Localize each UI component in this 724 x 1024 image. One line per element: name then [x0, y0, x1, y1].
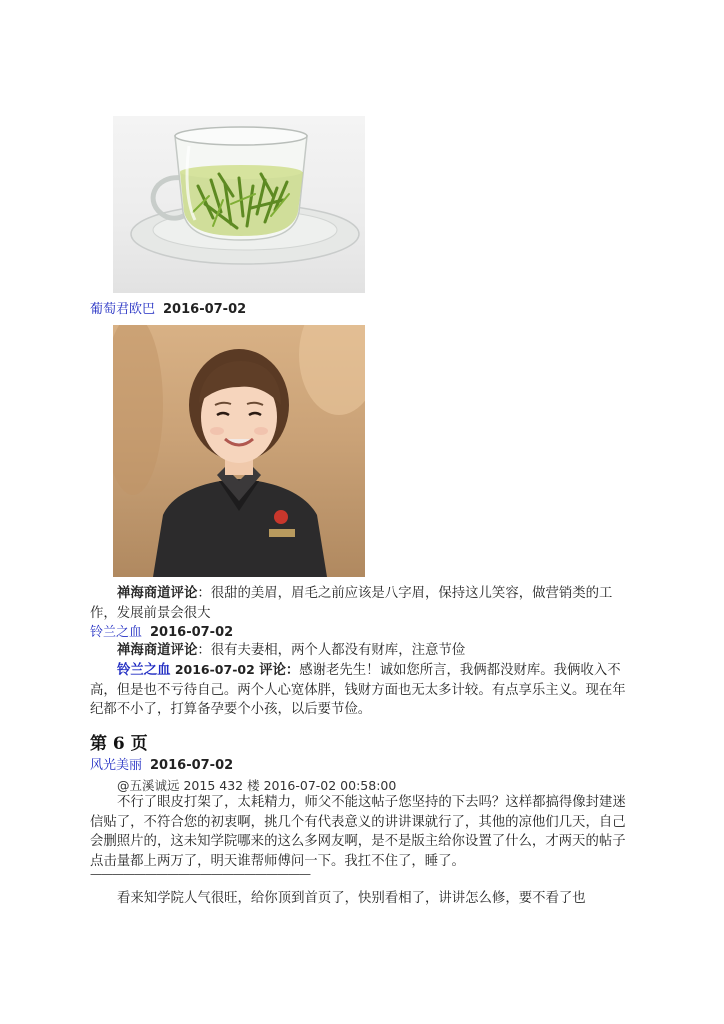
- reply-date: 2016-07-02: [174, 662, 255, 677]
- reply-label: 评论：: [259, 662, 300, 678]
- reply-text: 看来知学院人气很旺，给你顶到首页了，快别看相了，讲讲怎么修，要不看了也: [117, 891, 586, 906]
- portrait-image: [113, 325, 365, 577]
- quote-text: 不行了眼皮打架了，太耗精力，师父不能这帖子您坚持的下去吗？这样都搞得像封建迷信贴了，不符合您的初衷啊，挑几个有代表意义的讲讲课就行了，其他的凉他们几天，自己会删照片的，这未知学院哪来的这么多网友啊，是不是版主给你设置了什么，才两天的帖子点击量都上两万了，明天谁帮师傅问一下。我扛不住了，睡了。: [90, 795, 626, 869]
- tea-cup-image: [113, 116, 365, 293]
- post-author-line: [90, 624, 233, 642]
- divider: ————————————————————: [90, 867, 310, 881]
- post-date: 2016-07-02: [150, 758, 234, 773]
- reply-text: 感谢老先生！诚如您所言，我俩都没财库。我俩收入不高，但是也不亏待自己。两个人心宽体胖，钱财方面也无太多计较。有点享乐主义。现在年纪都不小了，打算备孕要个小孩，以后要节俭。: [90, 663, 626, 717]
- quote-meta: @五溪诚远 2015 432 楼 2016-07-02 00:58:00: [117, 778, 397, 793]
- author-name[interactable]: 风光美丽: [90, 758, 143, 773]
- comment-text: ：很有夫妻相，两个人都没有财库，注意节俭: [197, 643, 466, 658]
- comment-text: ：很甜的美眉，眉毛之前应该是八字眉，保持这儿笑容，做营销类的工作，发展前景会很大: [90, 586, 613, 621]
- post-author-line: [90, 757, 233, 775]
- comment-label: 禅海商道评论: [117, 585, 198, 601]
- quote-block: [90, 793, 636, 871]
- reply-block: [90, 660, 636, 720]
- post-date: 2016-07-02: [163, 302, 247, 317]
- comment-block: [90, 641, 636, 661]
- reply-block: [90, 889, 636, 909]
- page-heading: 第 6 页: [90, 734, 148, 754]
- post-date: 2016-07-02: [150, 625, 234, 640]
- author-name[interactable]: 铃兰之血: [90, 625, 143, 640]
- post-author-line: [90, 301, 246, 319]
- comment-block: [90, 584, 636, 623]
- comment-label: 禅海商道评论: [117, 642, 198, 658]
- author-name[interactable]: 葡萄君欧巴: [90, 302, 156, 317]
- reply-author[interactable]: 铃兰之血: [117, 663, 171, 678]
